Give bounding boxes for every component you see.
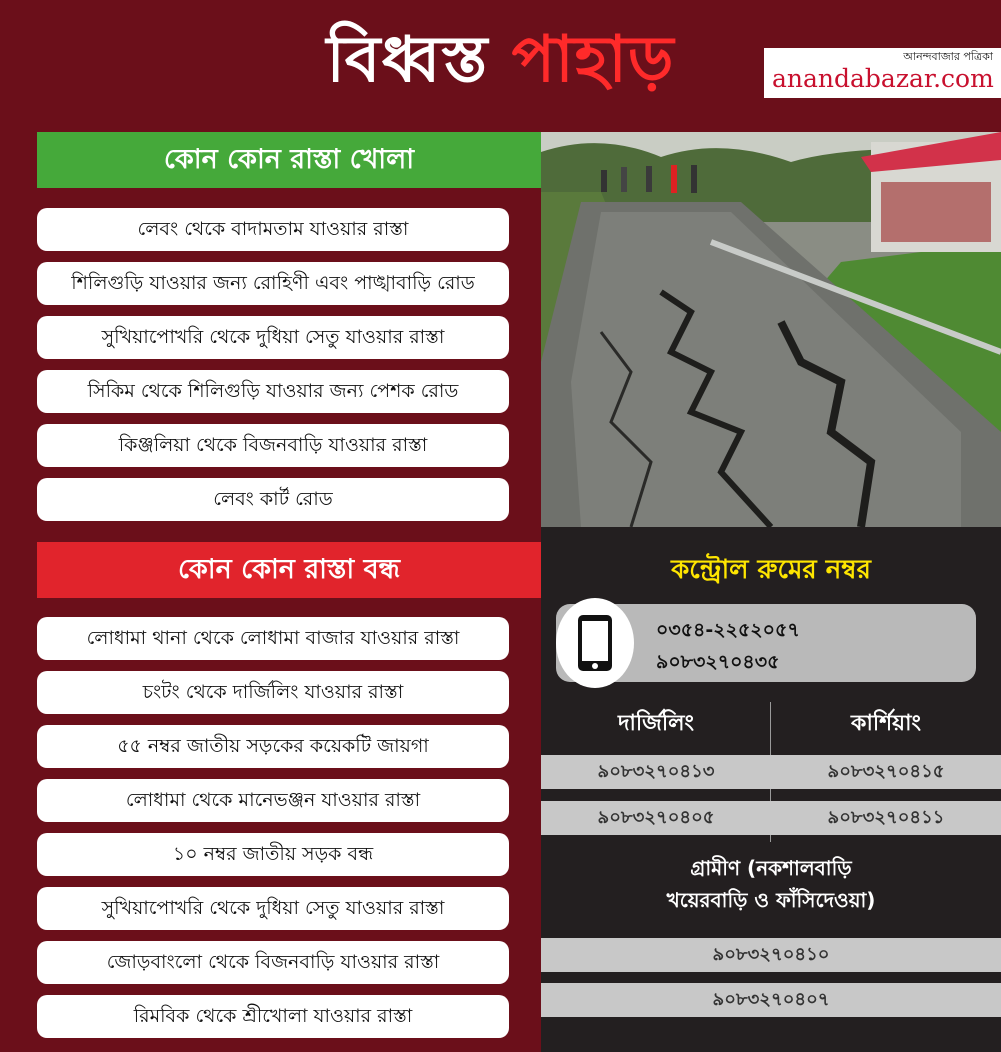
open-road-item: লেবং কার্ট রোড bbox=[37, 478, 509, 521]
smartphone-icon bbox=[576, 613, 614, 673]
closed-road-item: চংটং থেকে দার্জিলিং যাওয়ার রাস্তা bbox=[37, 671, 509, 714]
number-row bbox=[541, 755, 1001, 789]
logo-main-text: anandabazar.com bbox=[772, 64, 994, 93]
open-road-item: কিঞ্জলিয়া থেকে বিজনবাড়ি যাওয়ার রাস্তা bbox=[37, 424, 509, 467]
number-row bbox=[541, 801, 1001, 835]
closed-road-item: লোধামা থানা থেকে লোধামা বাজার যাওয়ার রাস্তা bbox=[37, 617, 509, 660]
rural-heading-line-1: গ্রামীণ (নকশালবাড়ি bbox=[690, 856, 852, 880]
title-part-2: পাহাড় bbox=[511, 23, 675, 97]
open-roads-heading: কোন কোন রাস্তা খোলা bbox=[37, 132, 541, 188]
kurseong-number[interactable]: ৯০৮৩২৭০৪১১ bbox=[827, 807, 945, 828]
cracked-road-photo bbox=[541, 132, 1001, 527]
kurseong-number[interactable]: ৯০৮৩২৭০৪১৫ bbox=[827, 761, 945, 782]
open-road-item: সুখিয়াপোখরি থেকে দুধিয়া সেতু যাওয়ার রাস্তা bbox=[37, 316, 509, 359]
phone-number[interactable]: ০৩৫৪-২২৫২০৫৭ bbox=[656, 619, 800, 641]
phone-number[interactable]: ৯০৮৩২৭০৪৩৫ bbox=[656, 651, 780, 673]
rural-number[interactable]: ৯০৮৩২৭০৪১০ bbox=[541, 938, 1001, 972]
logo-top-text: আনন্দবাজার পত্রিকা bbox=[903, 50, 993, 63]
open-road-item: লেবং থেকে বাদামতাম যাওয়ার রাস্তা bbox=[37, 208, 509, 251]
rural-heading bbox=[541, 852, 1001, 916]
anandabazar-logo[interactable] bbox=[764, 48, 1001, 98]
control-room-heading: কন্ট্রোল রুমের নম্বর bbox=[671, 555, 871, 585]
open-road-item: শিলিগুড়ি যাওয়ার জন্য রোহিণী এবং পাঙ্খাবাড়ি রোড bbox=[37, 262, 509, 305]
title-part-1: বিধ্বস্ত bbox=[326, 23, 489, 97]
open-road-item: সিকিম থেকে শিলিগুড়ি যাওয়ার জন্য পেশক রোড bbox=[37, 370, 509, 413]
rural-number[interactable]: ৯০৮৩২৭০৪০৭ bbox=[541, 983, 1001, 1017]
closed-road-item: ১০ নম্বর জাতীয় সড়ক বন্ধ bbox=[37, 833, 509, 876]
darjeeling-number[interactable]: ৯০৮৩২৭০৪১৩ bbox=[597, 761, 715, 782]
closed-road-item: লোধামা থেকে মানেভঞ্জন যাওয়ার রাস্তা bbox=[37, 779, 509, 822]
column-heading-darjeeling: দার্জিলিং bbox=[617, 711, 695, 736]
closed-road-item: সুখিয়াপোখরি থেকে দুধিয়া সেতু যাওয়ার রাস্তা bbox=[37, 887, 509, 930]
column-heading-kurseong: কার্শিয়াং bbox=[851, 711, 921, 736]
closed-roads-heading: কোন কোন রাস্তা বন্ধ bbox=[37, 542, 541, 598]
closed-road-item: জোড়বাংলো থেকে বিজনবাড়ি যাওয়ার রাস্তা bbox=[37, 941, 509, 984]
closed-road-item: রিমবিক থেকে শ্রীখোলা যাওয়ার রাস্তা bbox=[37, 995, 509, 1038]
closed-road-item: ৫৫ নম্বর জাতীয় সড়কের কয়েকটি জায়গা bbox=[37, 725, 509, 768]
rural-heading-line-2: খয়েরবাড়ি ও ফাঁসিদেওয়া) bbox=[666, 888, 876, 912]
darjeeling-number[interactable]: ৯০৮৩২৭০৪০৫ bbox=[597, 807, 715, 828]
